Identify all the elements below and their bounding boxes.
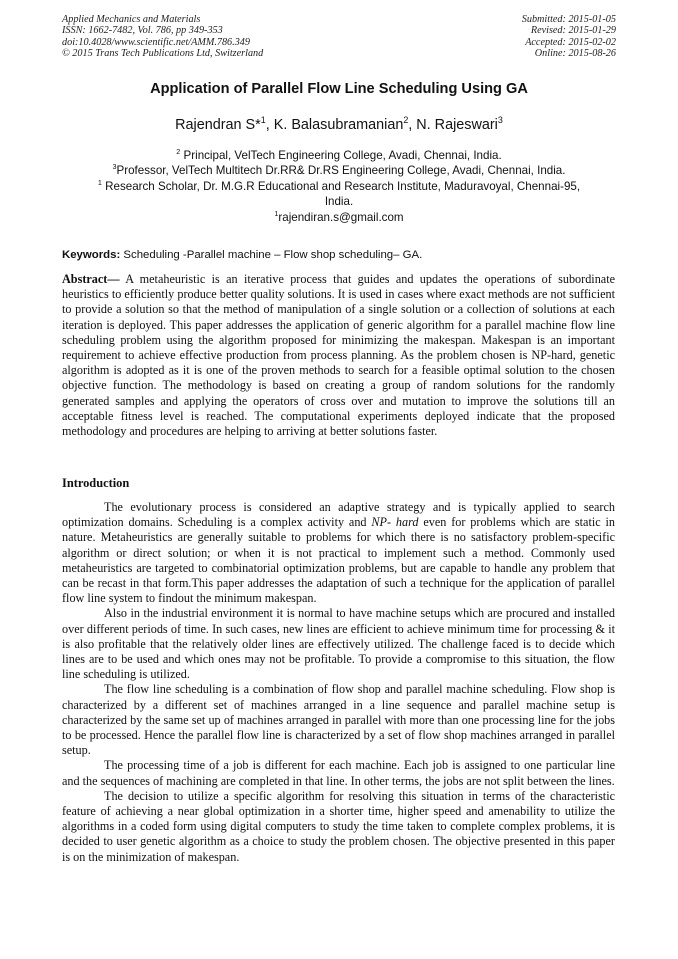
date-revised: Revised: 2015-01-29 [530,25,616,37]
abstract-text: A metaheuristic is an iterative process that guides and updates the operations of subordinate heuristics to efficiently produce better quality solutions. It is used in cases where exact methods are not sufficient to provide a solution so that the method of manipulation of a single solution or a collection of solutions at each iteration is deployed. This paper addresses the application of generic algorithm for a parallel machine flow line scheduling problem using the algorithm proposed for minimizing the makespan. Makespan is an important requirement to achieve effective production from process planning. As the problem chosen is NP-hard, genetic algorithm is adopted as it is one of the proven methods to search for a feasible optimal solution to the chosen objective function. The methodology is based on creating a group of random solutions for the randomly generated samples and applying the operators of cross over and mutation to improve the solutions till an acceptable fitness level is reached. The computational experiments deployed indicate that the proposed methodology and procedures are helping to arriving at better solutions faster. [62,272,615,439]
author-name: , N. Rajeswari [408,117,498,133]
paragraph: The evolutionary process is considered an adaptive strategy and is typically applied to search optimization domains. Scheduling is a complex activity and NP- hard even for problems which are static in nature. Metaheuristics are generally suitable to problems for which there is no satisfactory problem-specific algorithm or direct solution; or when it is not practical to implement such a method. Commonly used metaheuristics are targeted to combinatorial optimization problems, but are capable to handle any problem that can be recast in that form.This paper addresses the adaptation of such a technique for the application of parallel flow line system to findout the minimum makespan. [62,500,615,606]
paper-title: Application of Parallel Flow Line Scheduling Using GA [150,81,528,97]
paragraph: The flow line scheduling is a combination of flow shop and parallel machine scheduling. Flow shop is characterized by a different set of machines arranged in a line sequence and parallel machine setup is characterized by the same set up of machines arranged in parallel with more than one processing line for the jobs to be processed. Hence the parallel flow line is characterized by a set of flow shop machines arranged in parallel setup. [62,682,615,758]
author-list [0,117,678,133]
author-affil-mark: 3 [497,115,503,126]
journal-issn: ISSN: 1662-7482, Vol. 786, pp 349-353 [62,25,223,37]
author-email[interactable]: $^1$rajendiran.s@gmail.com [274,208,404,224]
author-affil-mark: 1 [260,115,266,126]
keywords-line [62,249,616,261]
date-submitted: Submitted: 2015-01-05 [521,14,616,25]
affiliations [62,148,616,225]
journal-name: Applied Mechanics and Materials [62,14,201,25]
introduction-body [62,500,615,865]
affiliation-line: $^3$Professor, VelTech Multitech Dr.RR& Dr.RS Engineering College, Avadi, Chennai, India. [112,162,566,178]
keywords-label: Keywords: [62,249,121,261]
journal-doi: doi:10.4028/www.scientific.net/AMM.786.349 [62,36,250,48]
affiliation-line: $^2$ Principal, VelTech Engineering College, Avadi, Chennai, India. [176,147,502,162]
dates-header [522,14,616,60]
author-name: , K. Balasubramanian [265,117,404,133]
paragraph: The processing time of a job is different for each machine. Each job is assigned to one particular line and the sequences of machining are completed in that line. In other terms, the jobs are not split between the lines. [62,758,615,788]
date-accepted: Accepted: 2015-02-02 [525,36,616,48]
keywords-text: Scheduling -Parallel machine – Flow shop scheduling– GA. [120,249,423,261]
paragraph: Also in the industrial environment it is normal to have machine setups which are procured and installed over different periods of time. In such cases, new lines are efficient to achieve minimum time for processing & it is also profitable that the relatively older lines are effectively utilized. The challenge faced is to decide which lines are to be used and which ones may not be profitable. To provide a compromise to this situation, the flow line scheduling is utilized. [62,606,615,682]
section-heading-introduction: Introduction [62,476,130,490]
affiliation-line: India. [324,195,354,209]
abstract-label: Abstract— [62,272,120,286]
journal-copyright: © 2015 Trans Tech Publications Ltd, Switzerland [62,48,264,60]
author-affil-mark: 2 [403,115,409,126]
paragraph: The decision to utilize a specific algorithm for resolving this situation in terms of the characteristic feature of achieving a near global optimization in a shorter time, higher speed and amenability to utilize the algorithms in a coded form using digital computers to study the time taken to complete complex problems, it is decided to user genetic algorithm as a choice to study the problem chosen. The objective presented in this paper is on the minimization of makespan. [62,788,615,864]
journal-header [62,14,263,60]
affiliation-line: $^1$ Research Scholar, Dr. M.G.R Educational and Research Institute, Maduravoyal, Chennai-95, [97,177,581,193]
author-name: Rajendran S* [175,117,261,133]
date-online: Online: 2015-08-26 [534,48,616,60]
abstract-paragraph [62,272,615,439]
